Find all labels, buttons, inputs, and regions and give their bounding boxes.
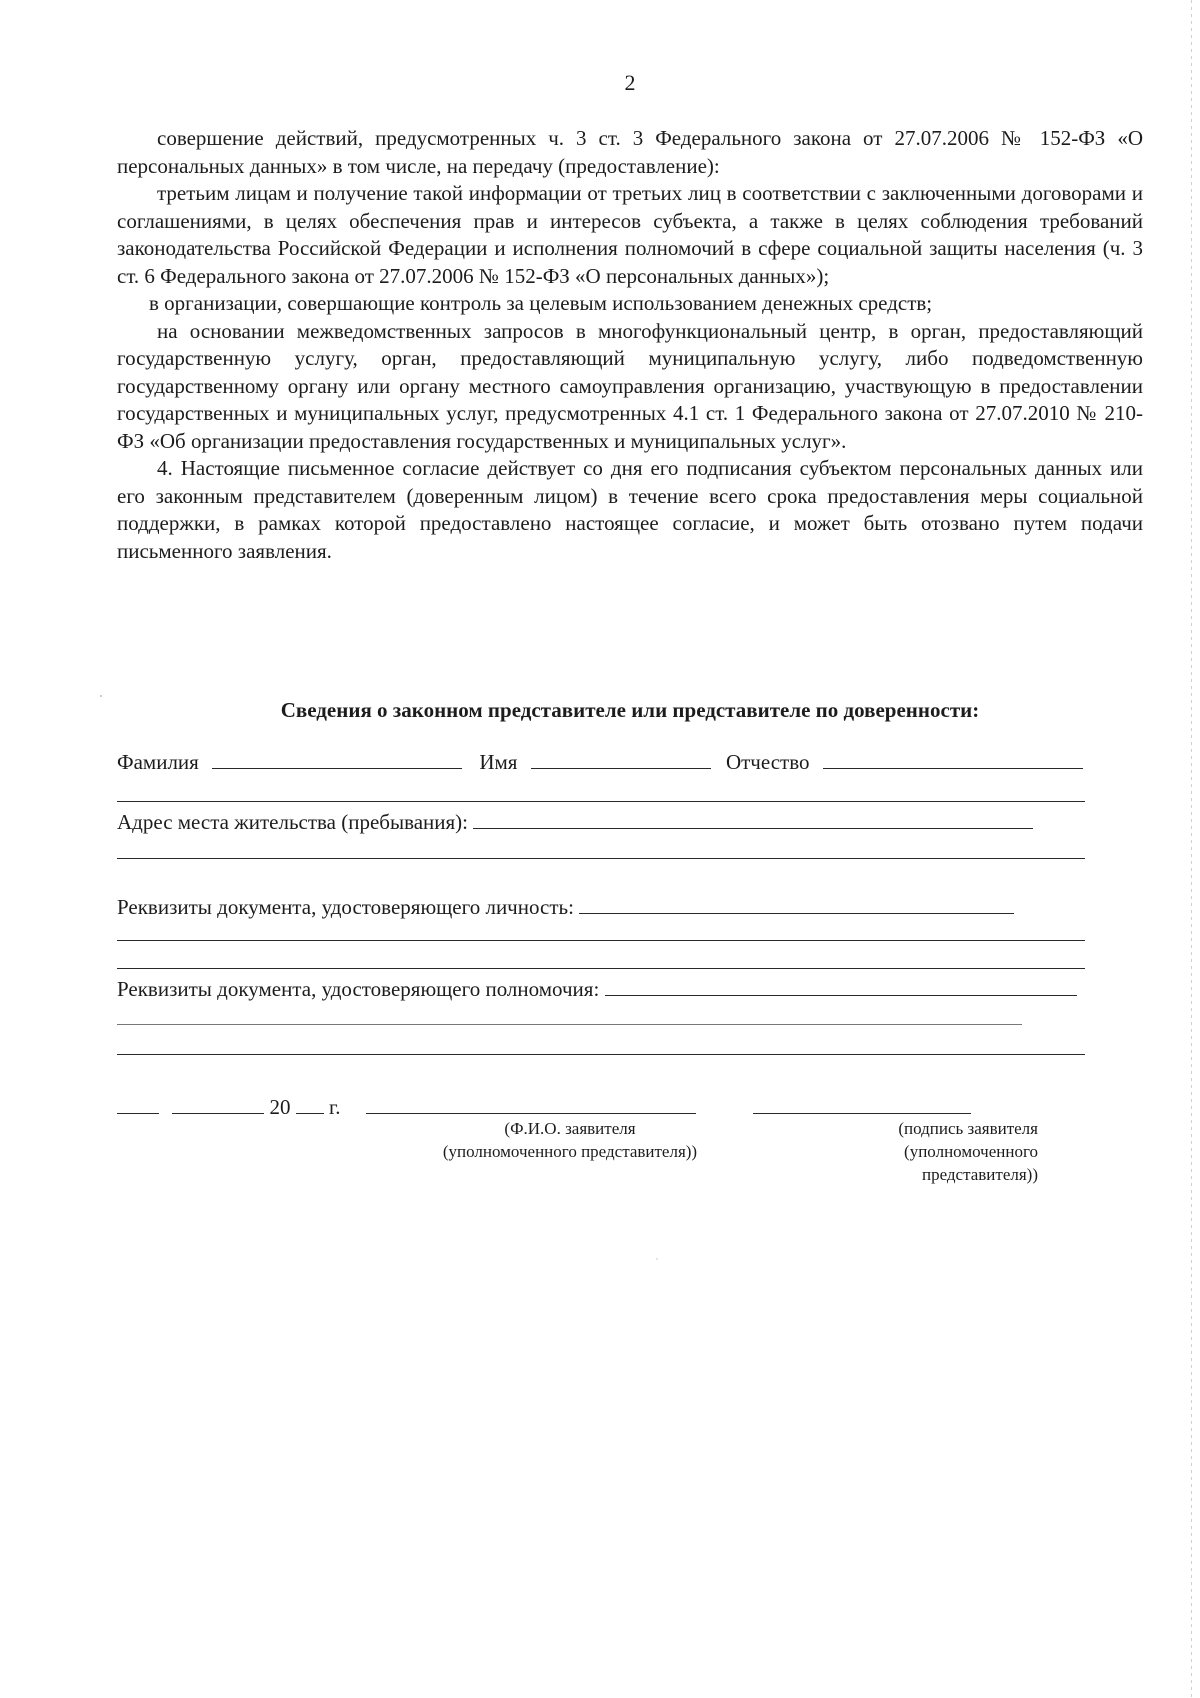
authority-doc-row (117, 975, 1077, 1002)
identity-doc-row (117, 893, 1014, 920)
applicant-signature-caption (862, 1117, 1038, 1186)
name-continuation-line[interactable] (117, 801, 1085, 802)
scan-speck (100, 695, 102, 697)
applicant-name-caption (420, 1117, 720, 1163)
first-name-label: Имя (479, 750, 518, 774)
authority-doc-label: Реквизиты документа, удостоверяющего полномочия: (117, 977, 600, 1001)
paragraph-actions: совершение действий, предусмотренных ч. 3 ст. 3 Федерального закона от 27.07.2006 № 152-ФЗ «О персональных данных» в том числе, на передачу (предоставление): (117, 126, 1143, 178)
applicant-signature-caption-line-1: (подпись заявителя (898, 1119, 1038, 1138)
name-row (117, 748, 1083, 775)
applicant-signature-caption-line-2: (уполномоченного (904, 1142, 1038, 1161)
identity-doc-label: Реквизиты документа, удостоверяющего личность: (117, 895, 574, 919)
date-year-field[interactable] (296, 1093, 324, 1114)
representative-section-heading: Сведения о законном представителе или представителе по доверенности: (280, 698, 980, 722)
consent-body-text (117, 125, 1143, 565)
surname-label: Фамилия (117, 750, 199, 774)
paragraph-third-parties: третьим лицам и получение такой информации от третьих лиц в соответствии с заключенными договорами и соглашениями, в целях обеспечения прав и интересов субъекта, а также в целях соблюдения требований законодательства Российской Федерации и исполнения полномочий в сфере социальной защиты населения (ч. 3 ст. 6 Федерального закона от 27.07.2006 № 152-ФЗ «О персональных данных»); (117, 181, 1143, 288)
applicant-name-caption-line-1: (Ф.И.О. заявителя (504, 1119, 636, 1138)
address-label: Адрес места жительства (пребывания): (117, 810, 469, 834)
first-name-field[interactable] (531, 748, 711, 769)
page-number: 2 (624, 70, 636, 95)
applicant-signature-caption-line-3: представителя)) (921, 1165, 1038, 1184)
year-prefix: 20 (269, 1095, 291, 1119)
scan-edge-artifact (1191, 0, 1192, 1698)
authority-doc-field[interactable] (605, 975, 1077, 996)
authority-doc-continuation-line-2[interactable] (117, 1054, 1085, 1055)
date-month-field[interactable] (172, 1093, 264, 1114)
year-suffix: г. (329, 1095, 341, 1119)
applicant-name-caption-line-2: (уполномоченного представителя)) (442, 1142, 698, 1161)
address-continuation-line[interactable] (117, 858, 1085, 859)
paragraph-consent-validity: 4. Настоящие письменное согласие действует со дня его подписания субъектом персональных данных или его законным представителем (доверенным лицом) в течение всего срока предоставления меры социальной поддержки, в рамках которой предоставлено настоящее согласие, и может быть отозвано путем подачи письменного заявления. (117, 456, 1143, 563)
date-day-field[interactable] (117, 1093, 159, 1114)
applicant-signature-field[interactable] (753, 1093, 971, 1114)
applicant-name-field[interactable] (366, 1093, 696, 1114)
signature-date-row (117, 1093, 971, 1120)
identity-doc-continuation-line-2[interactable] (117, 968, 1085, 969)
address-field[interactable] (473, 808, 1033, 829)
identity-doc-field[interactable] (579, 893, 1014, 914)
paragraph-interagency-requests: на основании межведомственных запросов в многофункциональный центр, в орган, предоставляющий государственную услугу, орган, предоставляющий муниципальную услугу, либо подведомственную государственному органу или органу местного самоуправления организацию, участвующую в предоставлении государственных и муниципальных услуг, предусмотренных 4.1 ст. 1 Федерального закона от 27.07.2010 № 210-ФЗ «Об организации предоставления государственных и муниципальных услуг». (117, 318, 1143, 453)
patronymic-label: Отчество (725, 750, 810, 774)
identity-doc-continuation-line-1[interactable] (117, 940, 1085, 941)
address-row (117, 808, 1033, 835)
authority-doc-continuation-line-1[interactable] (117, 1024, 1022, 1025)
patronymic-field[interactable] (823, 748, 1083, 769)
paragraph-control-organizations: в организации, совершающие контроль за целевым использованием денежных средств; (149, 291, 933, 315)
scan-speck (656, 1258, 658, 1260)
surname-field[interactable] (212, 748, 462, 769)
